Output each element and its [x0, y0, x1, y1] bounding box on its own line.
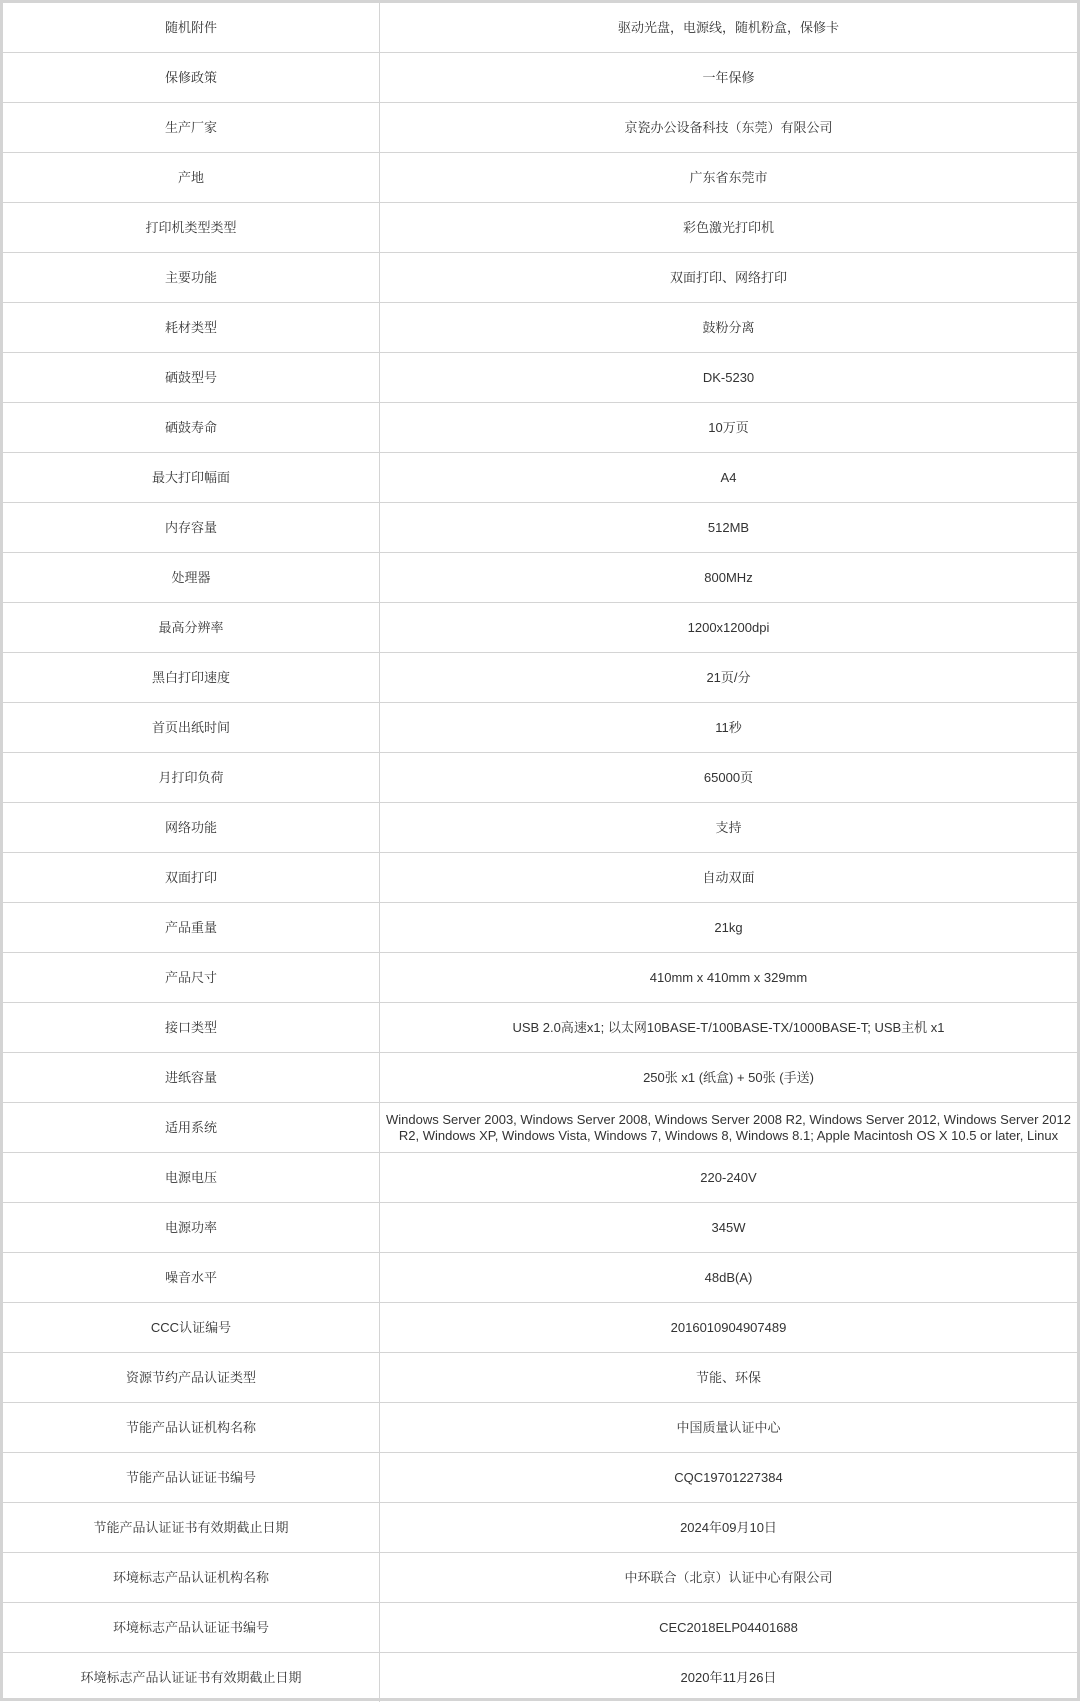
spec-row: [3, 753, 1077, 803]
spec-label: 产品重量: [3, 903, 380, 953]
spec-row: [3, 853, 1077, 903]
spec-label: 黑白打印速度: [3, 653, 380, 703]
spec-row: [3, 153, 1077, 203]
spec-value: Windows Server 2003, Windows Server 2008, Windows Server 2008 R2, Windows Server 2012, Windows Server 2012 R2, Windows XP, Windows Vista, Windows 7, Windows 8, Windows 8.1; Apple Macintosh OS X 10.5 or later, Linux: [380, 1103, 1078, 1153]
spec-value: 一年保修: [380, 53, 1078, 103]
spec-row: [3, 403, 1077, 453]
spec-label: 节能产品认证证书编号: [3, 1453, 380, 1503]
spec-row: [3, 1153, 1077, 1203]
spec-value: 65000页: [380, 753, 1078, 803]
spec-row: [3, 1053, 1077, 1103]
spec-value: 21kg: [380, 903, 1078, 953]
spec-label: 主要功能: [3, 253, 380, 303]
spec-value: 11秒: [380, 703, 1078, 753]
spec-label: 打印机类型类型: [3, 203, 380, 253]
spec-value: 512MB: [380, 503, 1078, 553]
spec-value: USB 2.0高速x1; 以太网10BASE-T/100BASE-TX/1000BASE-T; USB主机 x1: [380, 1003, 1078, 1053]
spec-row: [3, 803, 1077, 853]
spec-row: [3, 953, 1077, 1003]
spec-value: 彩色激光打印机: [380, 203, 1078, 253]
spec-table-body: [3, 3, 1077, 1702]
spec-label: 保修政策: [3, 53, 380, 103]
spec-row: [3, 1253, 1077, 1303]
spec-label: 最大打印幅面: [3, 453, 380, 503]
spec-label: 资源节约产品认证类型: [3, 1353, 380, 1403]
spec-value: 21页/分: [380, 653, 1078, 703]
spec-row: [3, 453, 1077, 503]
spec-label: 噪音水平: [3, 1253, 380, 1303]
spec-label: 随机附件: [3, 3, 380, 53]
spec-value: 鼓粉分离: [380, 303, 1078, 353]
spec-label: 环境标志产品认证证书有效期截止日期: [3, 1653, 380, 1702]
spec-row: [3, 653, 1077, 703]
spec-label: 产品尺寸: [3, 953, 380, 1003]
spec-row: [3, 1603, 1077, 1653]
spec-label: 首页出纸时间: [3, 703, 380, 753]
spec-row: [3, 1203, 1077, 1253]
spec-value: 410mm x 410mm x 329mm: [380, 953, 1078, 1003]
spec-label: 适用系统: [3, 1103, 380, 1153]
spec-label: 双面打印: [3, 853, 380, 903]
spec-row: [3, 1403, 1077, 1453]
spec-value: 2020年11月26日: [380, 1653, 1078, 1702]
spec-label: 网络功能: [3, 803, 380, 853]
spec-value: 京瓷办公设备科技（东莞）有限公司: [380, 103, 1078, 153]
spec-label: 硒鼓型号: [3, 353, 380, 403]
spec-label: 生产厂家: [3, 103, 380, 153]
spec-row: [3, 1353, 1077, 1403]
spec-label: 硒鼓寿命: [3, 403, 380, 453]
spec-row: [3, 53, 1077, 103]
spec-value: 中国质量认证中心: [380, 1403, 1078, 1453]
spec-label: 环境标志产品认证机构名称: [3, 1553, 380, 1603]
spec-label: 处理器: [3, 553, 380, 603]
spec-row: [3, 903, 1077, 953]
spec-label: 进纸容量: [3, 1053, 380, 1103]
spec-label: 内存容量: [3, 503, 380, 553]
spec-row: [3, 353, 1077, 403]
spec-value: 2024年09月10日: [380, 1503, 1078, 1553]
spec-label: 月打印负荷: [3, 753, 380, 803]
spec-row: [3, 1103, 1077, 1153]
spec-label: 耗材类型: [3, 303, 380, 353]
spec-row: [3, 503, 1077, 553]
spec-value: 广东省东莞市: [380, 153, 1078, 203]
spec-value: 2016010904907489: [380, 1303, 1078, 1353]
spec-value: CQC19701227384: [380, 1453, 1078, 1503]
spec-row: [3, 103, 1077, 153]
spec-value: 10万页: [380, 403, 1078, 453]
spec-value: 节能、环保: [380, 1353, 1078, 1403]
spec-row: [3, 253, 1077, 303]
spec-row: [3, 1003, 1077, 1053]
spec-label: 节能产品认证证书有效期截止日期: [3, 1503, 380, 1553]
spec-row: [3, 1303, 1077, 1353]
spec-value: 220-240V: [380, 1153, 1078, 1203]
spec-row: [3, 3, 1077, 53]
spec-value: 345W: [380, 1203, 1078, 1253]
spec-row: [3, 1653, 1077, 1702]
spec-value: 中环联合（北京）认证中心有限公司: [380, 1553, 1078, 1603]
spec-value: CEC2018ELP04401688: [380, 1603, 1078, 1653]
spec-row: [3, 1453, 1077, 1503]
spec-label: 电源功率: [3, 1203, 380, 1253]
spec-value: 双面打印、网络打印: [380, 253, 1078, 303]
spec-row: [3, 703, 1077, 753]
spec-value: 支持: [380, 803, 1078, 853]
spec-row: [3, 1503, 1077, 1553]
spec-value: 自动双面: [380, 853, 1078, 903]
spec-value: A4: [380, 453, 1078, 503]
spec-table: [3, 3, 1077, 1702]
spec-value: 1200x1200dpi: [380, 603, 1078, 653]
spec-value: 250张 x1 (纸盒) + 50张 (手送): [380, 1053, 1078, 1103]
spec-label: 产地: [3, 153, 380, 203]
spec-label: 电源电压: [3, 1153, 380, 1203]
spec-row: [3, 203, 1077, 253]
spec-label: 节能产品认证机构名称: [3, 1403, 380, 1453]
spec-row: [3, 603, 1077, 653]
spec-label: 接口类型: [3, 1003, 380, 1053]
spec-value: 48dB(A): [380, 1253, 1078, 1303]
spec-row: [3, 553, 1077, 603]
spec-row: [3, 1553, 1077, 1603]
spec-value: DK-5230: [380, 353, 1078, 403]
spec-value: 800MHz: [380, 553, 1078, 603]
spec-value: 驱动光盘，电源线，随机粉盒，保修卡: [380, 3, 1078, 53]
spec-label: CCC认证编号: [3, 1303, 380, 1353]
spec-row: [3, 303, 1077, 353]
spec-label: 环境标志产品认证证书编号: [3, 1603, 380, 1653]
spec-label: 最高分辨率: [3, 603, 380, 653]
